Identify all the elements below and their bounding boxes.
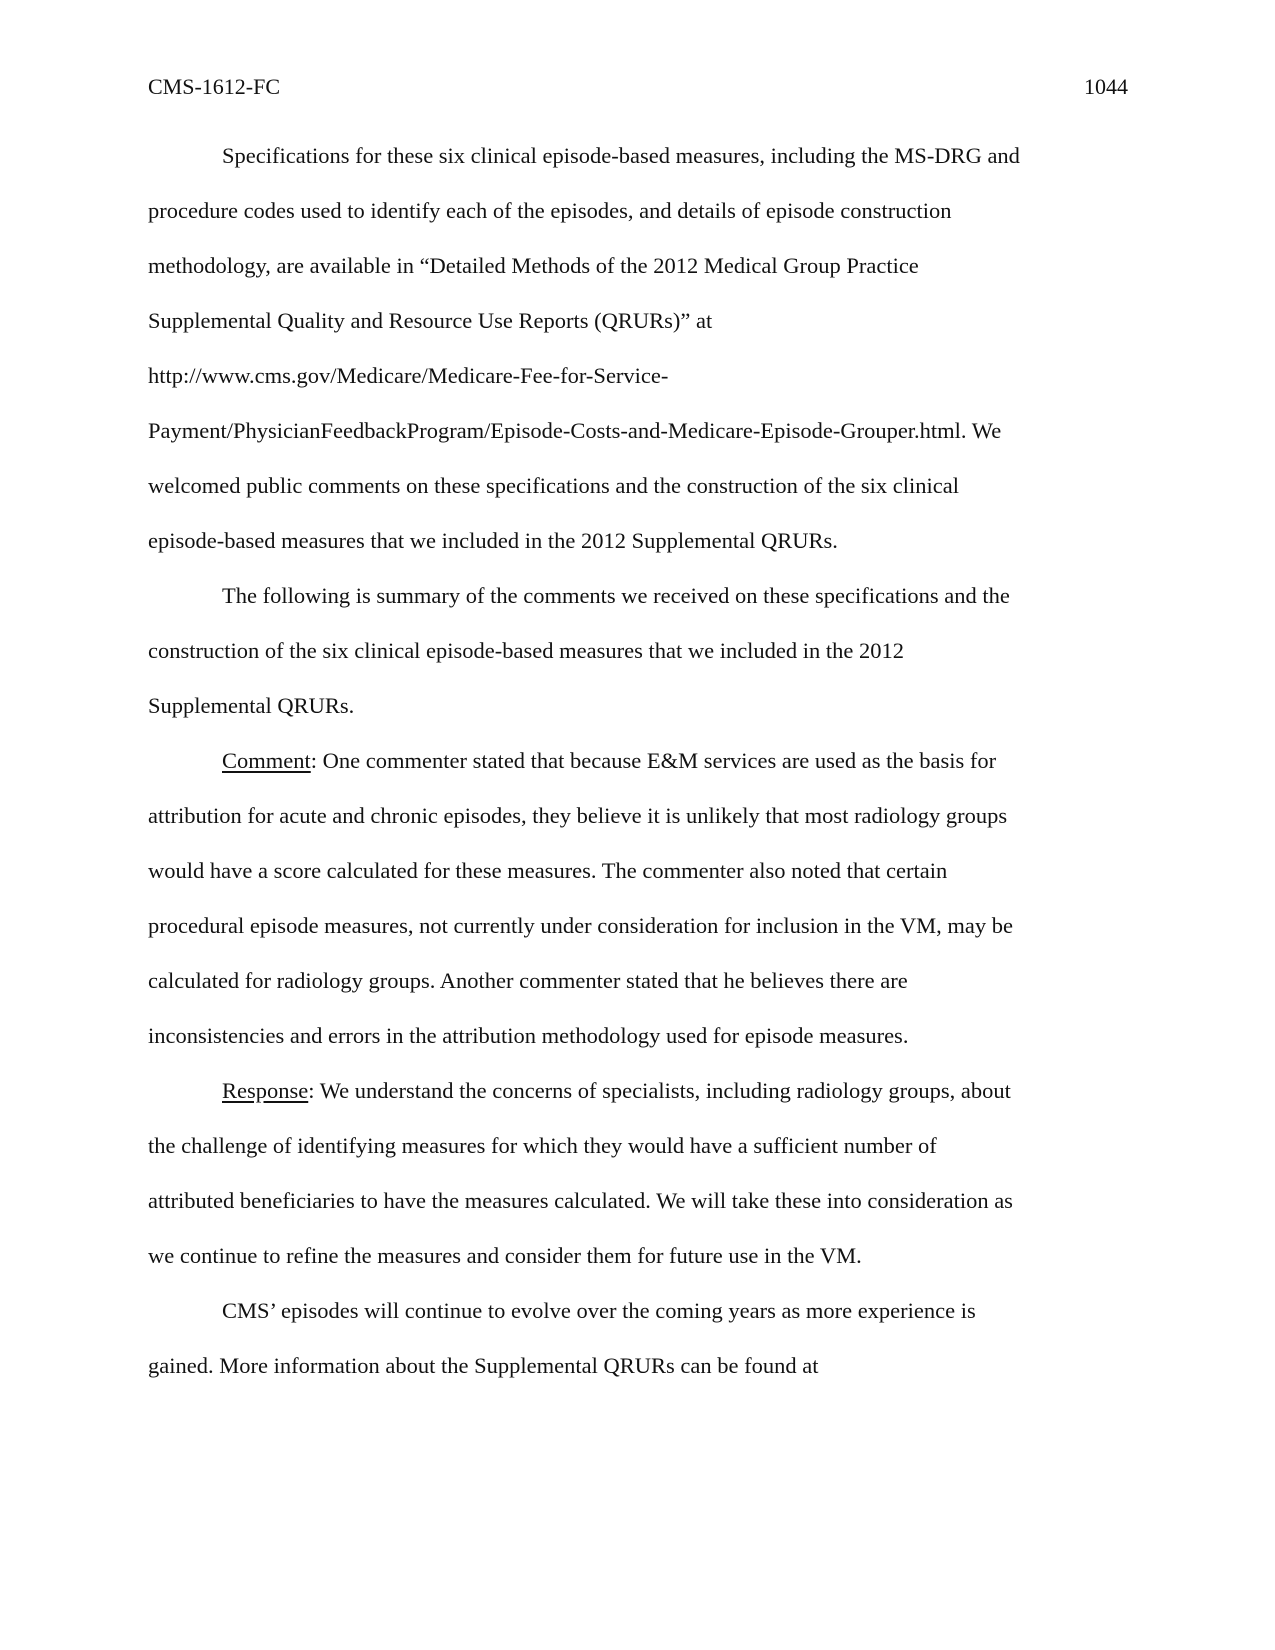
body-line: episode-based measures that we included in the 2012 Supplemental QRURs. [148,528,838,553]
body-line: we continue to refine the measures and consider them for future use in the VM. [148,1243,862,1268]
body-line: attribution for acute and chronic episodes, they believe it is unlikely that most radiology groups [148,803,1008,828]
body-line: inconsistencies and errors in the attribution methodology used for episode measures. [148,1023,909,1048]
body-line: gained. More information about the Supplemental QRURs can be found at [148,1353,819,1378]
body-line: construction of the six clinical episode-based measures that we included in the 2012 [148,638,905,663]
body-line-text: : We understand the concerns of specialists, including radiology groups, about [308,1078,1011,1103]
body-line: would have a score calculated for these measures. The commenter also noted that certain [148,858,948,883]
body-line: procedural episode measures, not currently under consideration for inclusion in the VM, may be [148,913,1013,938]
body-line: methodology, are available in “Detailed Methods of the 2012 Medical Group Practice [148,253,919,278]
url-line: http://www.cms.gov/Medicare/Medicare-Fee-for-Service- [148,363,669,388]
body-line: the challenge of identifying measures for which they would have a sufficient number of [148,1133,937,1158]
body-line: attributed beneficiaries to have the measures calculated. We will take these into consideration as [148,1188,1013,1213]
body-line: welcomed public comments on these specifications and the construction of the six clinical [148,473,960,498]
body-line: Supplemental Quality and Resource Use Reports (QRURs)” at [148,308,713,333]
response-paragraph-start [222,1077,1011,1105]
page-number: 1044 [1084,74,1128,99]
response-label: Response [222,1078,309,1103]
body-line-text: : One commenter stated that because E&M services are used as the basis for [310,748,997,773]
comment-paragraph-start [222,747,996,775]
body-line: Specifications for these six clinical episode-based measures, including the MS-DRG and [222,143,1020,168]
comment-label: Comment [222,748,311,773]
document-id: CMS-1612-FC [148,74,281,99]
body-line: The following is summary of the comments we received on these specifications and the [222,583,1010,608]
url-line: Payment/PhysicianFeedbackProgram/Episode-Costs-and-Medicare-Episode-Grouper.html. We [148,418,1002,443]
body-line: calculated for radiology groups. Another commenter stated that he believes there are [148,968,908,993]
body-line: procedure codes used to identify each of the episodes, and details of episode construction [148,198,952,223]
body-line: Supplemental QRURs. [148,693,355,718]
body-line: CMS’ episodes will continue to evolve over the coming years as more experience is [222,1298,976,1323]
